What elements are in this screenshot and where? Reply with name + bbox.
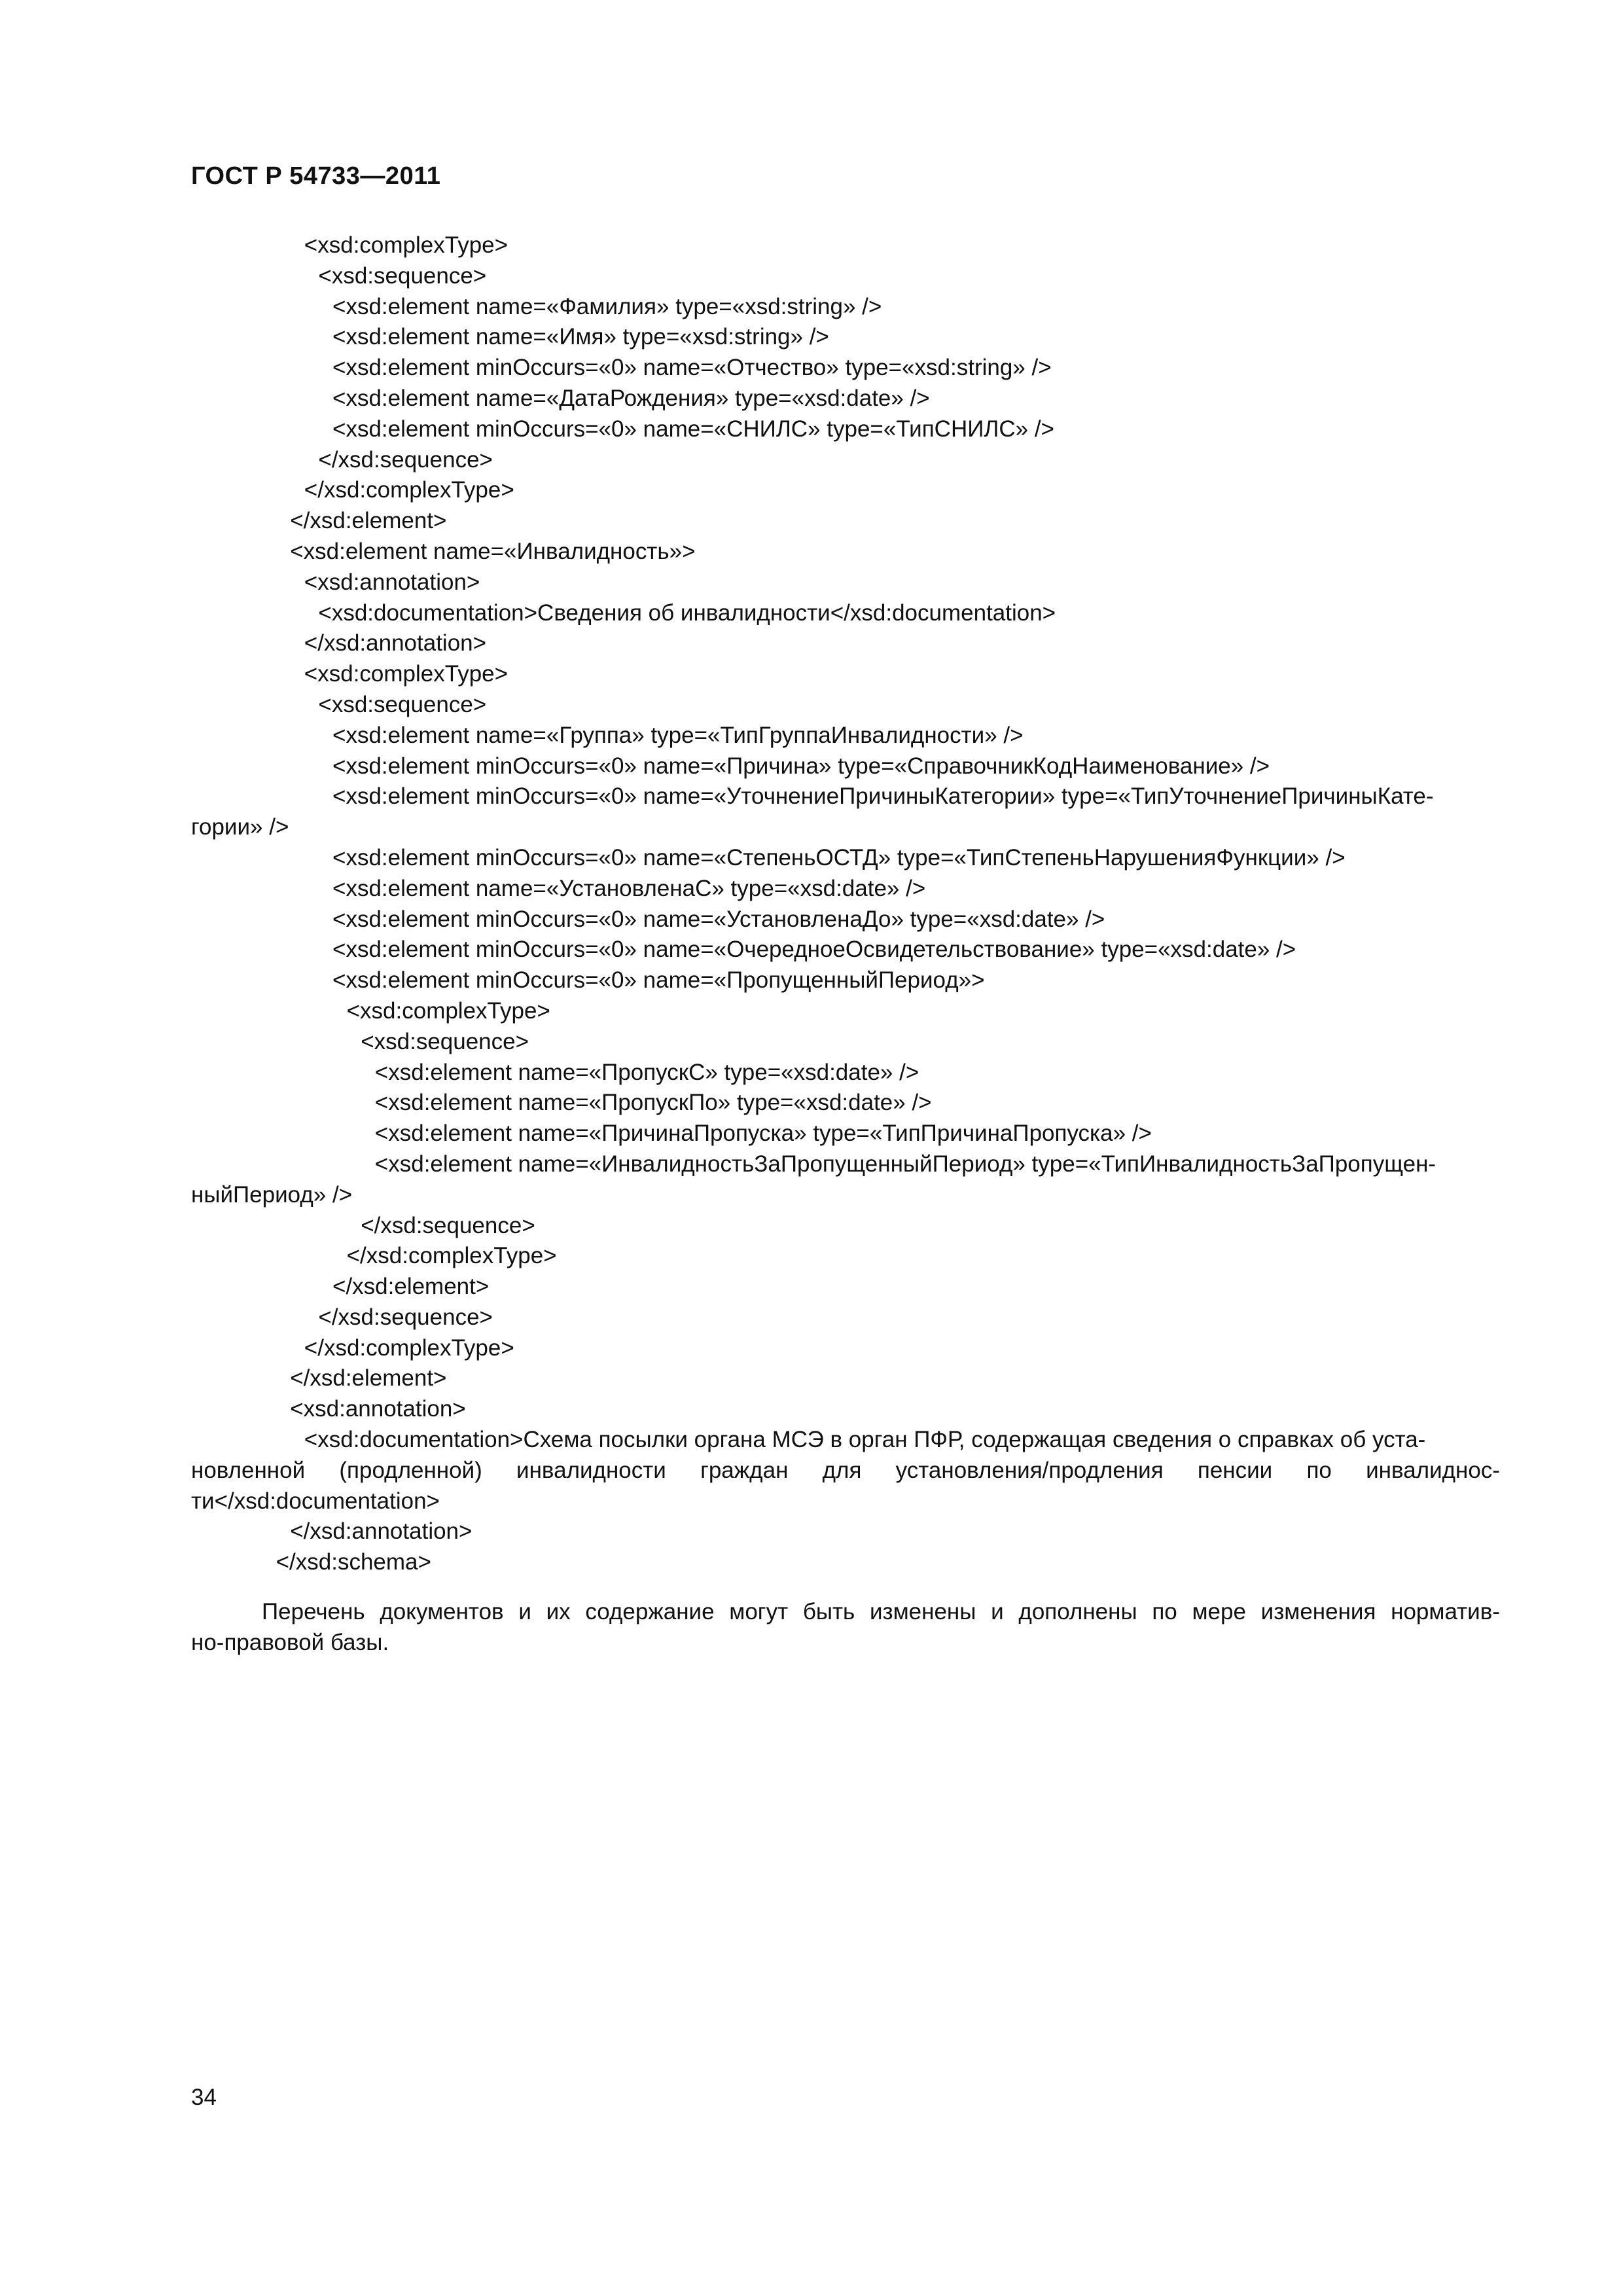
code-line: <xsd:element minOccurs=«0» name=«УточнениеПричиныКатегории» type=«ТипУточнениеПричиныКате-: [332, 783, 1434, 810]
code-line: <xsd:element name=«Группа» type=«ТипГруппаИнвалидности» />: [332, 722, 1024, 748]
code-line: <xsd:element name=«Имя» type=«xsd:string» />: [332, 324, 829, 350]
code-line: </xsd:complexType>: [346, 1243, 557, 1269]
closing-note-line: Перечень документов и их содержание могут быть изменены и дополнены по мере изменения норматив-: [262, 1599, 1500, 1624]
code-line: </xsd:schema>: [276, 1549, 431, 1575]
code-line: <xsd:element name=«ИнвалидностьЗаПропущенныйПериод» type=«ТипИнвалидностьЗаПропущен-: [374, 1151, 1436, 1177]
code-line: <xsd:element minOccurs=«0» name=«Отчество» type=«xsd:string» />: [332, 355, 1052, 381]
code-line: </xsd:annotation>: [290, 1518, 473, 1545]
code-line: <xsd:element minOccurs=«0» name=«ПропущенныйПериод»>: [332, 967, 985, 994]
code-line: <xsd:element name=«ДатаРождения» type=«xsd:date» />: [332, 385, 930, 411]
code-line: </xsd:sequence>: [361, 1212, 535, 1238]
code-line: <xsd:sequence>: [318, 262, 487, 289]
code-line: </xsd:element>: [332, 1274, 490, 1300]
code-line: <xsd:element name=«ПричинаПропуска» type=«ТипПричинаПропуска» />: [374, 1121, 1152, 1147]
code-line: <xsd:documentation>Сведения об инвалидности</xsd:documentation>: [318, 600, 1056, 626]
code-line: ныйПериод» />: [191, 1181, 353, 1208]
code-line: <xsd:element minOccurs=«0» name=«СтепеньОСТД» type=«ТипСтепеньНарушенияФункции» />: [332, 844, 1346, 870]
code-line: </xsd:element>: [290, 508, 447, 534]
xsd-code-block: [191, 230, 1500, 1578]
code-line: <xsd:element name=«ПропускПо» type=«xsd:date» />: [374, 1090, 932, 1116]
code-line: <xsd:element name=«ПропускС» type=«xsd:date» />: [374, 1059, 919, 1085]
code-line: <xsd:element name=«Инвалидность»>: [290, 538, 696, 564]
page-number: 34: [191, 2085, 217, 2110]
code-line: <xsd:documentation>Схема посылки органа МСЭ в орган ПФР, содержащая сведения о справках об уста-: [304, 1427, 1426, 1453]
code-line: <xsd:element minOccurs=«0» name=«СНИЛС» type=«ТипСНИЛС» />: [332, 416, 1054, 442]
code-line: <xsd:complexType>: [304, 232, 508, 258]
code-line: <xsd:sequence>: [318, 691, 487, 717]
code-line: </xsd:complexType>: [304, 1335, 514, 1361]
code-line: </xsd:sequence>: [318, 1304, 493, 1330]
code-line: <xsd:sequence>: [361, 1028, 529, 1054]
code-line: </xsd:element>: [290, 1365, 447, 1391]
code-line: <xsd:annotation>: [304, 569, 480, 595]
code-line: <xsd:element name=«Фамилия» type=«xsd:string» />: [332, 293, 882, 319]
document-header: ГОСТ Р 54733—2011: [191, 162, 441, 190]
code-line: <xsd:complexType>: [346, 997, 550, 1024]
code-line: <xsd:complexType>: [304, 661, 508, 687]
code-line: <xsd:element minOccurs=«0» name=«ОчередноеОсвидетельствование» type=«xsd:date» />: [332, 937, 1296, 963]
code-line: </xsd:annotation>: [304, 630, 487, 656]
code-line: гории» />: [191, 814, 289, 840]
code-line: <xsd:element name=«УстановленаС» type=«xsd:date» />: [332, 875, 926, 901]
code-line: новленной (продленной) инвалидности граждан для установления/продления пенсии по инвалиднос-: [191, 1457, 1500, 1483]
code-line: <xsd:element minOccurs=«0» name=«Причина» type=«СправочникКодНаименование» />: [332, 753, 1270, 779]
closing-note: [191, 1597, 1500, 1659]
code-line: </xsd:complexType>: [304, 477, 514, 503]
code-line: </xsd:sequence>: [318, 446, 493, 473]
code-line: <xsd:element minOccurs=«0» name=«УстановленаДо» type=«xsd:date» />: [332, 906, 1105, 932]
code-line: <xsd:annotation>: [290, 1396, 466, 1422]
closing-note-line: но-правовой базы.: [191, 1629, 389, 1655]
code-line: ти</xsd:documentation>: [191, 1488, 440, 1514]
